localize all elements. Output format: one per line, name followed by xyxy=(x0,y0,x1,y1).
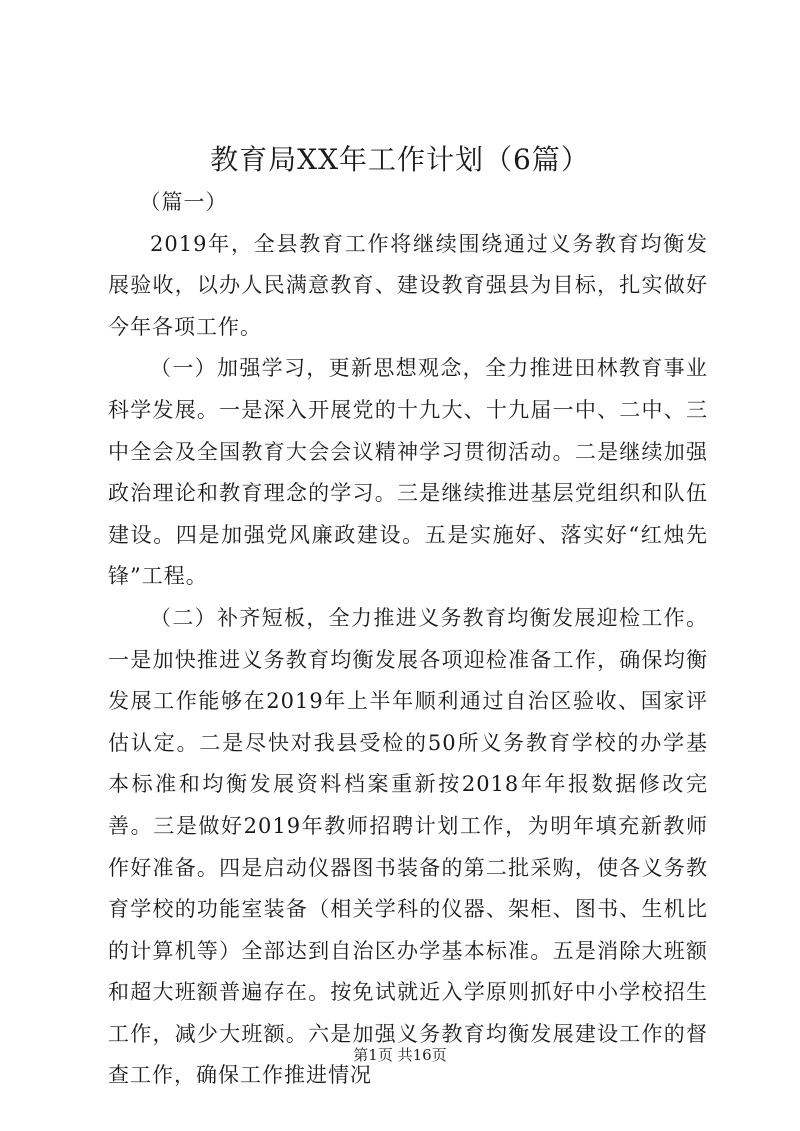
page-footer: 第1页 共16页 xyxy=(353,1046,447,1064)
document-body xyxy=(108,182,708,1097)
paragraph-item-2: （二）补齐短板，全力推进义务教育均衡发展迎检工作。一是加快推进义务教育均衡发展各项迎检准备工作，确保均衡发展工作能够在2019年上半年顺利通过自治区验收、国家评估认定。二是尽快对我县受检的50所义务教育学校的办学基本标准和均衡发展资料档案重新按2018年年报数据修改完善。三是做好2019年教师招聘计划工作，为明年填充新教师作好准备。四是启动仪器图书装备的第二批采购，使各义务教育学校的功能室装备（相关学科的仪器、架柜、图书、生机比的计算机等）全部达到自治区办学基本标准。五是消除大班额和超大班额普遍存在。按免试就近入学原则抓好中小学校招生工作，减少大班额。六是加强义务教育均衡发展建设工作的督查工作，确保工作推进情况 xyxy=(108,605,708,1088)
paragraph-intro: 2019年，全县教育工作将继续围绕通过义务教育均衡发展验收，以办人民满意教育、建设教育强县为目标，扎实做好今年各项工作。 xyxy=(108,231,708,339)
document-title: 教育局XX年工作计划（6篇） xyxy=(210,143,590,176)
paragraph-item-1: （一）加强学习，更新思想观念，全力推进田林教育事业科学发展。一是深入开展党的十九大、十九届一中、二中、三中全会及全国教育大会会议精神学习贯彻活动。二是继续加强政治理论和教育理念的学习。三是继续推进基层党组织和队伍建设。四是加强党风廉政建设。五是实施好、落实好“红烛先锋”工程。 xyxy=(108,356,708,589)
section-label: （篇一） xyxy=(139,190,228,214)
